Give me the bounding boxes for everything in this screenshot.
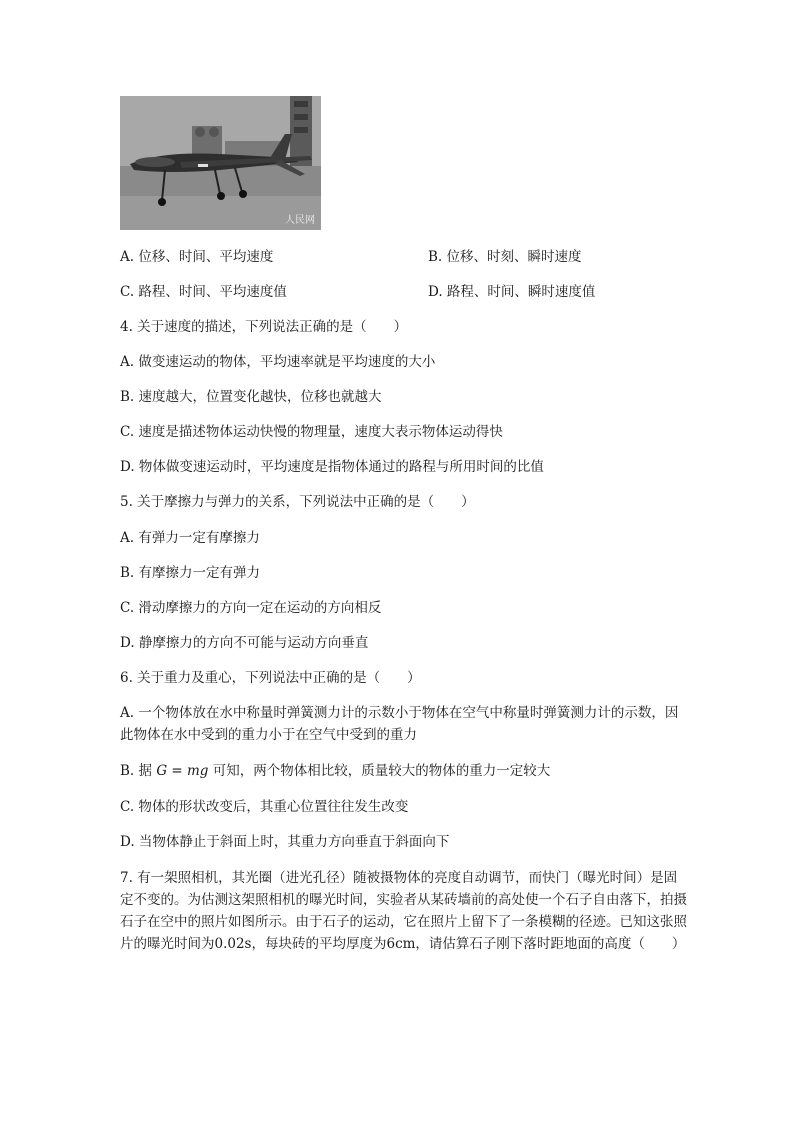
q4-option-b: B. 速度越大，位置变化越快，位移也就越大	[120, 389, 382, 405]
q3-option-b: B. 位移、时刻、瞬时速度	[428, 249, 582, 265]
q6-option-c: C. 物体的形状改变后，其重心位置往往发生改变	[120, 799, 409, 815]
q5-option-a: A. 有弹力一定有摩擦力	[120, 530, 260, 546]
q7-stem: 7. 有一架照相机，其光圈（进光孔径）随被摄物体的亮度自动调节，而快门（曝光时间）是固定不变的。为估测这架照相机的曝光时间，实验者从某砖墙前的高处使一个石子自由落下，拍摄石子在空中的照片如图所示。由于石子的运动，它在照片上留下了一条模糊的径迹。已知这张照片的曝光时间为0.02s，每块砖的平均厚度为6cm，请估算石子刚下落时距地面的高度（ ）	[120, 870, 687, 952]
q6-stem: 6. 关于重力及重心，下列说法中正确的是（ ）	[120, 670, 421, 686]
q6-option-d: D. 当物体静止于斜面上时，其重力方向垂直于斜面向下	[120, 834, 450, 850]
q4-stem: 4. 关于速度的描述，下列说法正确的是（ ）	[120, 319, 408, 335]
q5-option-c: C. 滑动摩擦力的方向一定在运动的方向相反	[120, 600, 382, 616]
q5-option-b: B. 有摩擦力一定有弹力	[120, 565, 261, 581]
drone-photo	[120, 96, 321, 230]
photo-watermark: 人民网	[285, 215, 315, 226]
q4-option-a: A. 做变速运动的物体，平均速率就是平均速度的大小	[120, 354, 436, 370]
q3-option-a: A. 位移、时间、平均速度	[120, 249, 274, 265]
q4-option-c: C. 速度是描述物体运动快慢的物理量，速度大表示物体运动得快	[120, 424, 503, 440]
q6-option-a: A. 一个物体放在水中称量时弹簧测力计的示数小于物体在空气中称量时弹簧测力计的示数，因此物体在水中受到的重力小于在空气中受到的重力	[120, 705, 679, 743]
q6-option-b-formula: G = mg	[156, 763, 209, 779]
q5-stem: 5. 关于摩擦力与弹力的关系，下列说法中正确的是（ ）	[120, 494, 475, 510]
q6-option-b-suffix: 可知，两个物体相比较，质量较大的物体的重力一定较大	[212, 763, 551, 779]
q3-option-d: D. 路程、时间、瞬时速度值	[428, 284, 596, 300]
q5-option-d: D. 静摩擦力的方向不可能与运动方向垂直	[120, 635, 369, 651]
q4-option-d: D. 物体做变速运动时，平均速度是指物体通过的路程与所用时间的比值	[120, 459, 544, 475]
q6-option-b-prefix: B. 据	[120, 763, 153, 779]
q6-option-b	[120, 761, 550, 781]
q3-option-c: C. 路程、时间、平均速度值	[120, 284, 287, 300]
